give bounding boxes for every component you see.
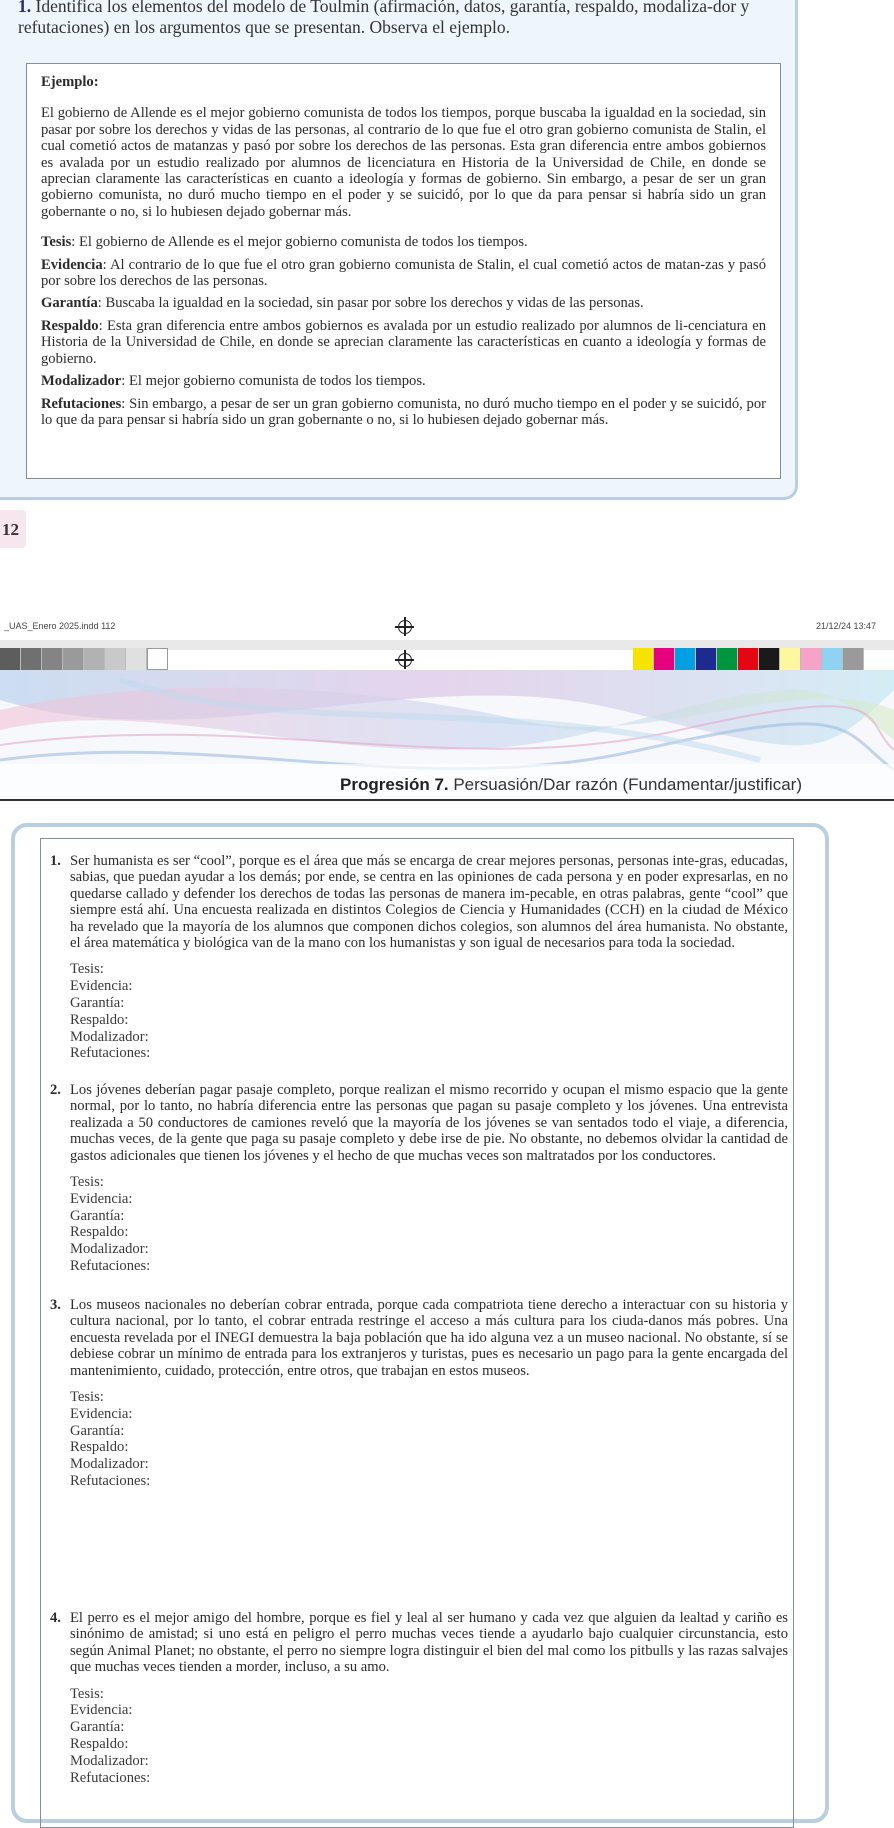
example-item-label: Respaldo [41, 317, 99, 334]
example-item-label: Garantía [41, 295, 98, 312]
label-modalizador: Modalizador: [70, 1241, 149, 1258]
answer-labels [70, 1174, 788, 1275]
color-swatch [801, 648, 822, 670]
label-refutaciones: Refutaciones: [70, 1045, 151, 1062]
exercise-number: 1. [50, 853, 61, 869]
label-evidencia: Evidencia: [70, 1405, 133, 1422]
example-item-label: Refutaciones [41, 395, 122, 412]
heading-underline [0, 799, 894, 801]
color-swatch [843, 648, 864, 670]
question-number: 1. [18, 0, 32, 16]
white-swatch [147, 648, 168, 670]
gray-swatch [126, 648, 147, 670]
question-instruction [18, 0, 788, 38]
label-modalizador: Modalizador: [70, 1752, 149, 1769]
label-evidencia: Evidencia: [70, 978, 133, 995]
example-item-respaldo [41, 318, 766, 367]
color-swatch [633, 648, 654, 670]
example-item-text: : El gobierno de Allende es el mejor gobierno comunista de todos los tiempos. [71, 234, 528, 251]
gray-swatch [63, 648, 84, 670]
label-tesis: Tesis: [70, 1174, 104, 1191]
example-item-label: Modalizador [41, 373, 122, 390]
registration-mark-icon [398, 620, 412, 634]
example-item-label: Tesis [41, 234, 72, 251]
gray-swatch [42, 648, 63, 670]
label-garantia: Garantía: [70, 1207, 125, 1224]
example-box [26, 63, 781, 479]
gray-swatch-row [0, 648, 168, 670]
answer-labels [70, 961, 788, 1062]
example-item-text: : El mejor gobierno comunista de todos los tiempos. [121, 373, 426, 390]
registration-mark-icon [398, 653, 412, 667]
exercise-4 [50, 1610, 788, 1786]
label-respaldo: Respaldo: [70, 1439, 129, 1456]
label-refutaciones: Refutaciones: [70, 1258, 151, 1275]
gray-swatch [84, 648, 105, 670]
example-item-tesis [41, 234, 766, 250]
exercise-3 [50, 1297, 788, 1490]
exercise-text: Los museos nacionales no deberían cobrar entrada, porque cada compatriota tiene derecho a interactuar con su historia y cultura nacional, por lo tanto, el cobrar entrada restringe el acceso a más cultura para los ciuda-danos más pobres. Una encuesta revelada por el INEGI demuestra la baja población que ha ido alguna vez a un museo nacional. No obstante, sí se debiese cobrar un mínimo de entrada para los extranjeros y turistas, pues es necesario un pago para la gente encargada del mantenimiento, cuidado, protección, entre otros, que trabajan en estos museos. [70, 1297, 788, 1379]
label-refutaciones: Refutaciones: [70, 1473, 151, 1490]
question-text: Identifica los elementos del modelo de Toulmin (afirmación, datos, garantía, respaldo, modaliza-dor y refutaciones) en los argumentos que se presentan. Observa el ejemplo. [18, 0, 750, 37]
color-swatch [675, 648, 696, 670]
example-item-label: Evidencia [41, 256, 103, 273]
example-item-garantia [41, 295, 766, 311]
label-respaldo: Respaldo: [70, 1224, 129, 1241]
slug-datetime: 21/12/24 13:47 [816, 621, 877, 631]
label-tesis: Tesis: [70, 1685, 104, 1702]
gray-swatch [21, 648, 42, 670]
color-swatch [654, 648, 675, 670]
label-respaldo: Respaldo: [70, 1011, 129, 1028]
color-swatch [738, 648, 759, 670]
gray-swatch [0, 648, 21, 670]
label-evidencia: Evidencia: [70, 1702, 133, 1719]
example-item-text: : Sin embargo, a pesar de ser un gran gobierno comunista, no duró mucho tiempo en el poder y se suicidó, por lo que da para pensar si habría sido un gran gobernante o no, si lo hubiesen dejado gobernar más. [41, 395, 766, 428]
exercise-number: 3. [50, 1297, 61, 1313]
page-number-tab [0, 510, 26, 548]
exercise-2 [50, 1082, 788, 1275]
label-tesis: Tesis: [70, 961, 104, 978]
color-swatch [822, 648, 843, 670]
example-item-refutaciones [41, 396, 766, 429]
example-item-text: : Buscaba la igualdad en la sociedad, sin pasar por sobre los derechos y vidas de las personas. [97, 295, 644, 312]
label-refutaciones: Refutaciones: [70, 1769, 151, 1786]
example-title: Ejemplo: [41, 74, 99, 90]
color-swatch [717, 648, 738, 670]
label-tesis: Tesis: [70, 1389, 104, 1406]
example-item-text: : Al contrario de lo que fue el otro gran gobierno comunista de Stalin, el cual cometió actos de matan-zas y pasó por sobre los derechos de las personas. [41, 256, 766, 290]
exercise-1 [50, 853, 788, 1062]
progression-title: Persuasión/Dar razón (Fundamentar/justificar) [448, 775, 802, 794]
color-swatch-row [633, 648, 864, 670]
label-garantia: Garantía: [70, 1422, 125, 1439]
example-item-evidencia [41, 257, 766, 290]
slug-filename: _UAS_Enero 2025.indd 112 [4, 621, 116, 631]
label-modalizador: Modalizador: [70, 1456, 149, 1473]
color-swatch [780, 648, 801, 670]
exercise-number: 2. [50, 1082, 61, 1098]
answer-labels [70, 1389, 788, 1490]
page-number: 12 [2, 520, 19, 539]
label-garantia: Garantía: [70, 1719, 125, 1736]
gray-swatch [105, 648, 126, 670]
color-swatch [696, 648, 717, 670]
example-item-text: : Esta gran diferencia entre ambos gobiernos es avalada por un estudio realizado por alumnos de li-cenciatura en Historia de la Universidad de Chile, en donde se aprecian claramente las características en cuanto a ideología y formas de gobierno. [41, 317, 766, 367]
answer-labels [70, 1686, 788, 1787]
label-garantia: Garantía: [70, 995, 125, 1012]
label-evidencia: Evidencia: [70, 1190, 133, 1207]
progression-heading [340, 775, 802, 795]
label-modalizador: Modalizador: [70, 1028, 149, 1045]
exercise-text: Ser humanista es ser “cool”, porque es el área que más se encarga de crear mejores personas, personas inte-gras, educadas, sabias, que puedan ayudar a los demás; por ende, se centra en las opiniones de cada persona y en poder expresarlas, en no quedarse callado y defender los derechos de todas las personas de manera im-pecable, en otras palabras, gente “cool” que siempre está ahí. Una encuesta realizada en distintos Colegios de Ciencia y Humanidades (CCH) en la ciudad de México ha revelado que la mayoría de los alumnos que componen dichos colegios, son alumnos del área humanista. No obstante, el área matemática y biológica van de la mano con los humanistas y son igual de necesarios para toda la sociedad. [70, 853, 788, 952]
example-paragraph: El gobierno de Allende es el mejor gobierno comunista de todos los tiempos, porque buscaba la igualdad en la sociedad, sin pasar por sobre los derechos y vidas de las personas, al contrario de lo que fue el otro gran gobierno comunista de Stalin, el cual cometió actos de matanzas y pasó por sobre los derechos de las personas. Esta gran diferencia entre ambos gobiernos es avalada por un estudio realizado por alumnos de licenciatura en Historia de la Universidad de Chile, en donde se aprecian claramente las características en cuanto a ideología y formas de gobierno. Sin embargo, a pesar de ser un gran gobierno comunista, no duró mucho tiempo en el poder y se suicidó, por lo que da para pensar si habría sido un gran gobernante o no, si lo hubiesen dejado gobernar más. [41, 105, 766, 220]
exercise-number: 4. [50, 1610, 61, 1626]
progression-label: Progresión 7. [339, 775, 449, 794]
color-swatch [759, 648, 780, 670]
exercise-text: El perro es el mejor amigo del hombre, porque es fiel y leal al ser humano y cada vez que alguien da lealtad y cariño es sinónimo de amistad; si uno está en peligro el perro muchas veces tiende a ayudarlo bajo cualquier circunstancia, esto según Animal Planet; no obstante, el perro no siempre logra distinguir el bien del mal como los pitbulls y las razas salvajes que muchas veces tienden a morder, incluso, a su amo. [70, 1610, 788, 1676]
example-item-modalizador [41, 373, 766, 389]
label-respaldo: Respaldo: [70, 1736, 129, 1753]
exercise-text: Los jóvenes deberían pagar pasaje completo, porque realizan el mismo recorrido y ocupan el mismo espacio que la gente normal, por lo tanto, no habría diferencia entre las personas que pagan su pasaje completo y los jóvenes. Una entrevista realizada a 50 conductores de camiones reveló que la mayoría de los jóvenes se van sentados todo el viaje, a diferencia, muchas veces, de la gente que paga su pasaje completo y debe irse de pie. No obstante, no debemos olvidar la cantidad de gastos adicionales que tienen los jóvenes y el hecho de que muchas veces son maltratados por los conductores. [70, 1082, 788, 1164]
